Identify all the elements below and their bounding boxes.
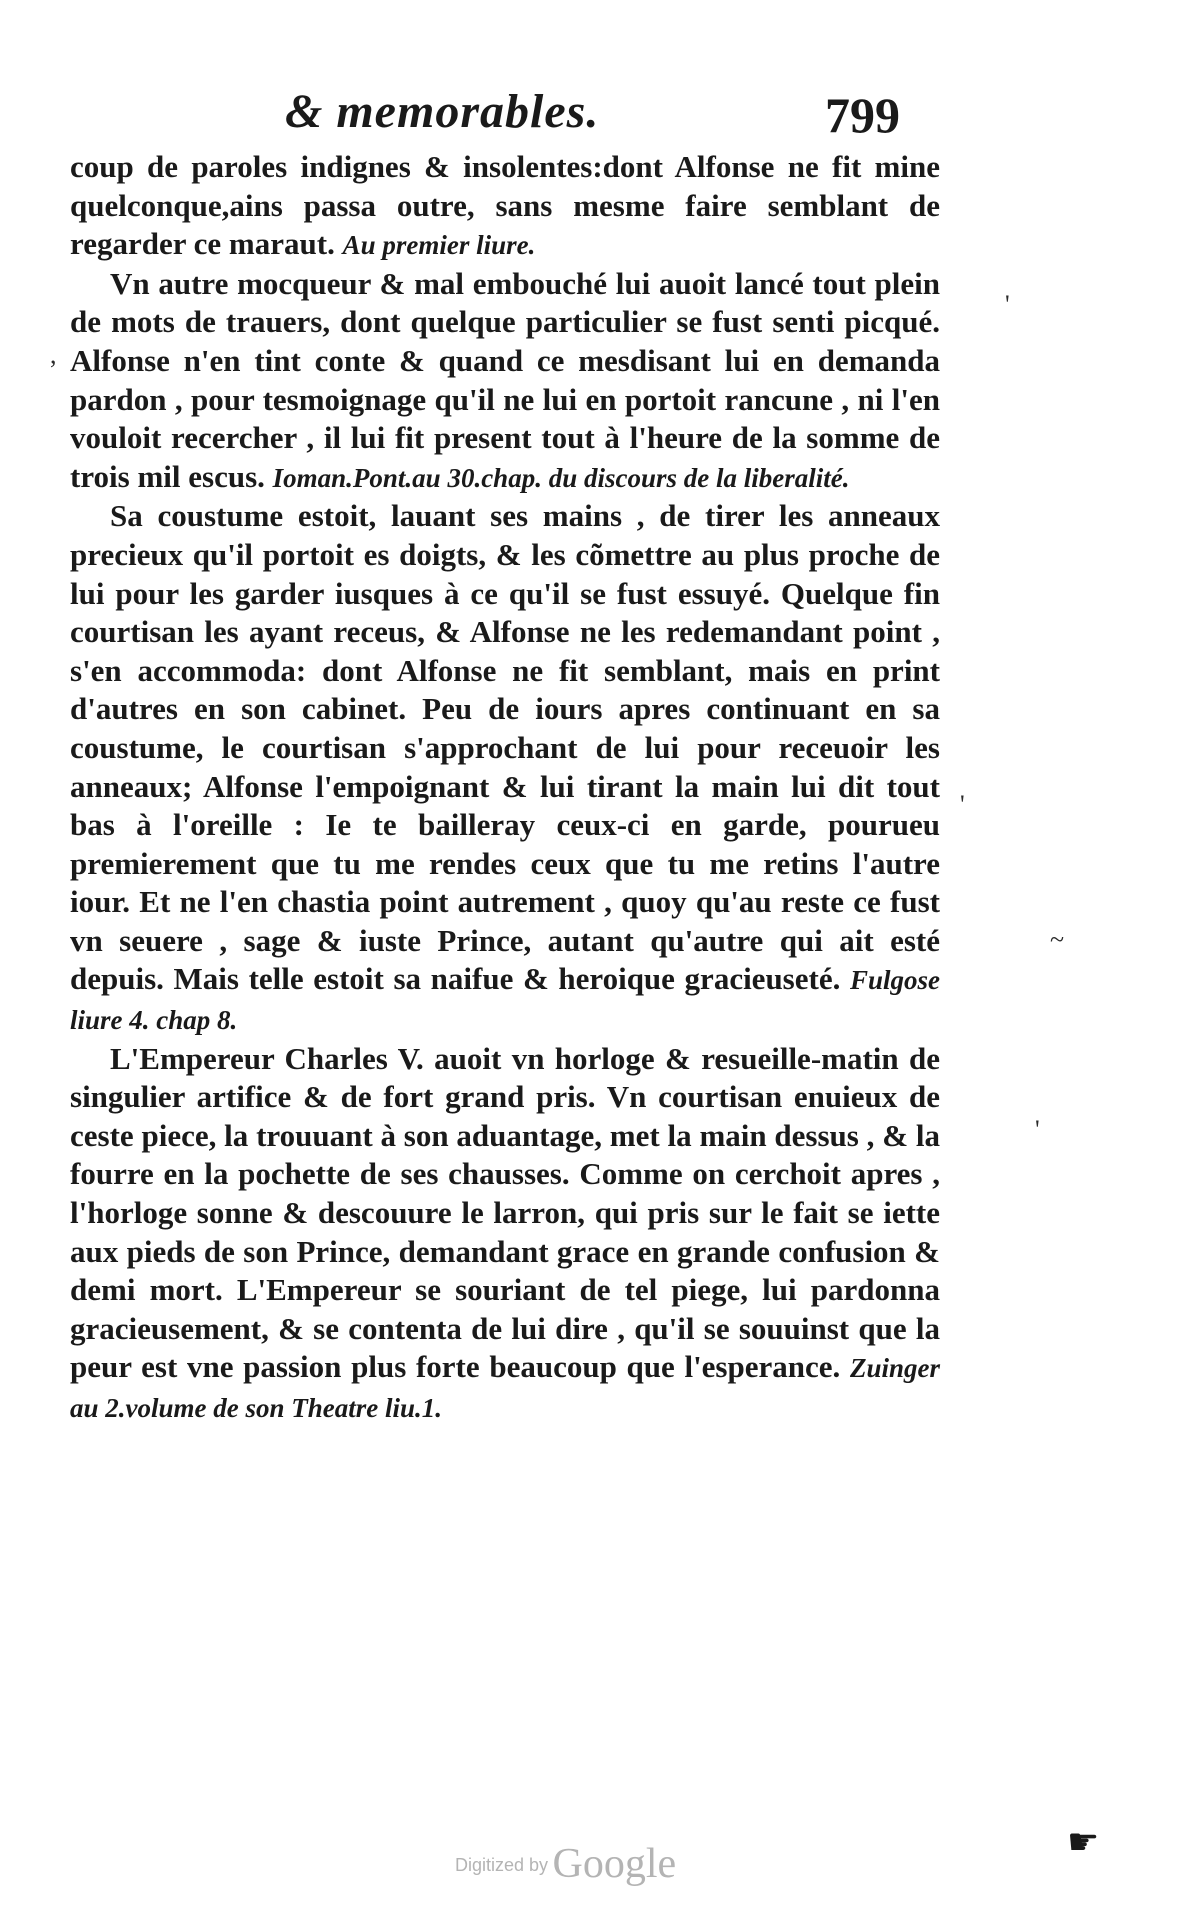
citation: Zuinger au 2.volume de son Theatre liu.1. xyxy=(70,1353,941,1423)
citation: Fulgose liure 4. chap 8. xyxy=(70,965,940,1036)
citation: Au premier liure. xyxy=(342,230,536,261)
digitized-watermark xyxy=(455,1840,676,1888)
margin-mark: ' xyxy=(1005,290,1010,319)
citation: Ioman.Pont.au 30.chap. du discours de la liberalité. xyxy=(272,462,850,493)
running-title: & memorables. xyxy=(285,85,600,138)
margin-mark: ~ xyxy=(1050,925,1065,954)
paragraph-text: coup de paroles indignes & insolentes:dont Alfonse ne fit mine quelconque,ains passa outre, sans mesme faire semblant de regarder ce maraut. xyxy=(70,149,940,262)
paragraph-3 xyxy=(70,497,940,1039)
body-text xyxy=(70,148,940,1428)
paragraph-2 xyxy=(70,265,940,498)
watermark-prefix: Digitized by xyxy=(455,1855,549,1875)
page-number: 799 xyxy=(825,87,900,143)
paragraph-1 xyxy=(70,148,940,265)
paragraph-4 xyxy=(70,1040,940,1428)
google-logo: Google xyxy=(552,1841,677,1887)
paragraph-text: Sa coustume estoit, lauant ses mains , de tirer les anneaux precieux qu'il portoit es doigts, & les cõmettre au plus proche de lui pour les garder iusques à ce qu'il se fust essuyé. Quelque fin courtisan les ayant receus, & Alfonse ne les redemandant point , s'en accommoda: dont Alfonse ne fit semblant, mais en print d'autres en son cabinet. Peu de iours apres continuant en sa coustume, le courtisan s'approchant de lui pour receuoir les anneaux; Alfonse l'empoignant & lui tirant la main lui dit tout bas à l'oreille : Ie te bailleray ceux-ci en garde, pourueu premierement que tu me rendes ceux que tu me retins l'autre iour. Et ne l'en chastia point autrement , quoy qu'au reste ce fust vn seuere , sage & iuste Prince, autant qu'autre qui ait esté depuis. Mais telle estoit sa naifue & heroique gracieuseté. xyxy=(70,498,940,997)
paragraph-text: L'Empereur Charles V. auoit vn horloge & resueille-matin de singulier artifice & de fort grand pris. Vn courtisan enuieux de ceste piece, la trouuant à son aduantage, met la main dessus , & la fourre en la pochette de ses chausses. Comme on cerchoit apres , l'horloge sonne & descouure le larron, qui pris sur le fait se iette aux pieds de son Prince, demandant grace en grande confusion & demi mort. L'Empereur se souriant de tel piege, lui pardonna gracieusement, & se contenta de lui dire , qu'il se souuinst que la peur est vne passion plus forte beaucoup que l'esperance. xyxy=(70,1040,940,1385)
margin-mark: ' xyxy=(960,790,965,819)
margin-mark: ' xyxy=(1035,1115,1040,1144)
paragraph-text: Vn autre mocqueur & mal embouché lui auoit lancé tout plein de mots de trauers, dont quelque particulier se fust senti picqué. Alfonse n'en tint conte & quand ce mesdisant lui en demanda pardon , pour tesmoignage qu'il ne lui en portoit rancune , ni l'en vouloit recercher , il lui fit present tout à l'heure de la somme de trois mil escus. xyxy=(70,265,940,494)
margin-mark: , xyxy=(50,340,57,369)
hand-pointer-ornament-icon: ☛ xyxy=(1067,1822,1100,1863)
